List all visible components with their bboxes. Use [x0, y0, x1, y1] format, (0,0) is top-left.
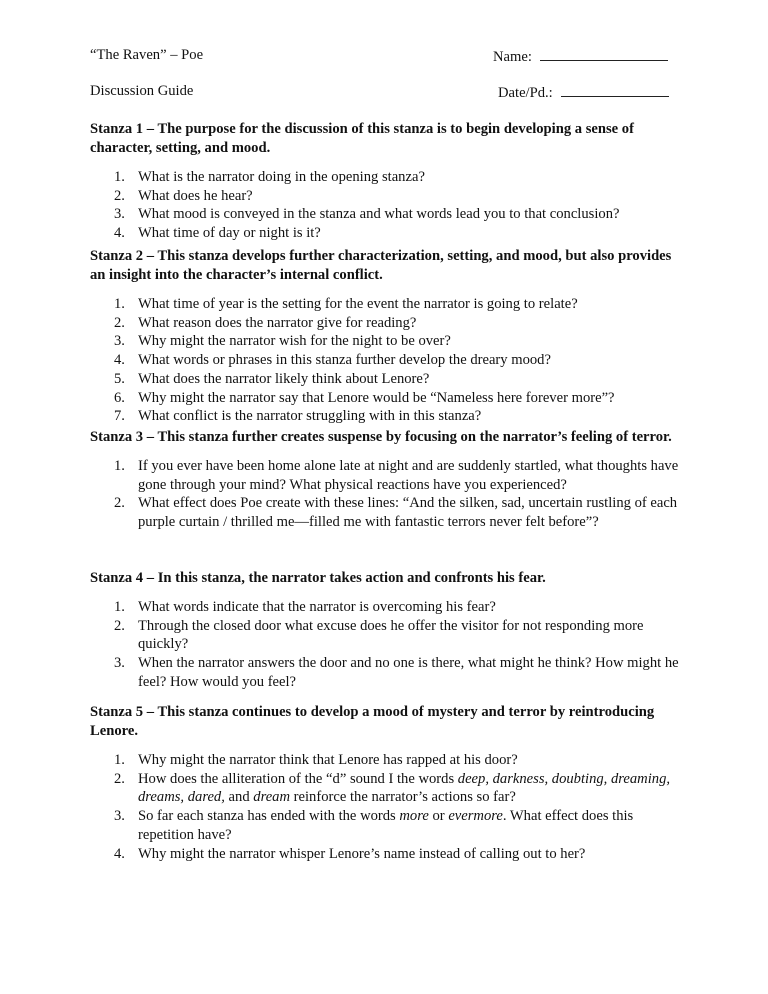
stanza-3-heading: Stanza 3 – This stanza further creates suspense by focusing on the narrator’s feeling of terror.: [90, 429, 672, 445]
question-item: [90, 617, 690, 654]
text-run: How does the alliteration of the “d” sound I the words: [138, 770, 458, 787]
stanza-1-questions: [90, 168, 690, 243]
stanza-1-heading: Stanza 1 – The purpose for the discussion of this stanza is to begin developing a sense of character, setting, and mood.: [90, 121, 634, 156]
question-text: When the narrator answers the door and no one is there, what might he think? How might he feel? How would you feel?: [138, 655, 679, 690]
question-number: 1.: [114, 458, 125, 474]
italic-run: deep, darkness, doubting, dreaming, dreams, dared,: [138, 770, 671, 806]
question-text: What words indicate that the narrator is overcoming his fear?: [138, 599, 496, 615]
question-text: Why might the narrator say that Lenore would be “Nameless here forever more”?: [138, 389, 615, 406]
question-text: [138, 771, 670, 806]
stanza-1-section: [90, 120, 690, 243]
date-label: Date/Pd.:: [498, 85, 553, 101]
document-title: “The Raven” – Poe: [90, 47, 204, 63]
question-item: [90, 370, 690, 389]
question-text: What time of day or night is it?: [138, 225, 321, 242]
question-text: Through the closed door what excuse does he offer the visitor for not responding more quickly?: [138, 617, 644, 653]
question-number: 7.: [114, 408, 125, 425]
question-item: [90, 654, 690, 691]
stanza-4-heading: Stanza 4 – In this stanza, the narrator takes action and confronts his fear.: [90, 570, 546, 586]
question-text: Why might the narrator think that Lenore has rapped at his door?: [138, 752, 518, 768]
text-run: . What effect does this repetition have?: [138, 808, 634, 843]
question-item: [90, 205, 690, 224]
question-number: 1.: [114, 599, 125, 615]
question-text: What conflict is the narrator struggling with in this stanza?: [138, 408, 482, 425]
question-item: [90, 295, 690, 314]
question-number: 2.: [114, 495, 125, 512]
italic-run: more: [399, 808, 429, 825]
question-item: [90, 807, 690, 844]
stanza-5-section: [90, 703, 690, 863]
question-text: What words or phrases in this stanza further develop the dreary mood?: [138, 352, 551, 369]
stanza-5-questions: [90, 751, 690, 863]
question-item: [90, 389, 690, 408]
question-item: [90, 168, 690, 187]
question-number: 4.: [114, 845, 125, 862]
question-text: What is the narrator doing in the opening stanza?: [138, 169, 425, 185]
question-number: 4.: [114, 352, 125, 369]
question-number: 3.: [114, 333, 125, 350]
document-subtitle: Discussion Guide: [90, 83, 194, 99]
date-blank-line[interactable]: [561, 82, 669, 97]
stanza-4-section: [90, 569, 690, 692]
question-text: What mood is conveyed in the stanza and what words lead you to that conclusion?: [138, 206, 620, 223]
question-item: [90, 845, 690, 864]
stanza-2-questions: [90, 295, 690, 426]
question-item: [90, 187, 690, 206]
name-field[interactable]: [493, 46, 668, 67]
question-item: [90, 224, 690, 243]
question-number: 1.: [114, 752, 125, 768]
question-text: Why might the narrator wish for the night to be over?: [138, 333, 451, 350]
question-number: 2.: [114, 617, 125, 634]
date-field[interactable]: [498, 82, 669, 103]
stanza-2-heading: Stanza 2 – This stanza develops further characterization, setting, and mood, but also provides an insight into the character’s internal conflict.: [90, 248, 672, 283]
question-number: 3.: [114, 655, 125, 672]
italic-run: evermore: [448, 808, 503, 825]
question-number: 4.: [114, 225, 125, 242]
stanza-3-questions: [90, 457, 690, 532]
question-item: [90, 494, 690, 531]
question-number: 1.: [114, 169, 125, 185]
text-run: reinforce the narrator’s actions so far?: [290, 789, 516, 806]
question-text: What effect does Poe create with these lines: “And the silken, sad, uncertain rustling of each purple curtain / thrilled me—filled me with fantastic terrors never felt before”?: [138, 495, 678, 531]
question-number: 5.: [114, 370, 125, 387]
question-item: [90, 351, 690, 370]
question-text: If you ever have been home alone late at night and are suddenly startled, what thoughts have gone through your mind? What physical reactions have you experienced?: [138, 458, 679, 493]
stanza-2-section: [90, 247, 690, 426]
question-item: [90, 457, 690, 494]
stanza-4-questions: [90, 598, 690, 692]
question-number: 1.: [114, 296, 125, 312]
question-text: [138, 808, 633, 843]
text-run: So far each stanza has ended with the words: [138, 808, 400, 825]
text-run: and: [224, 789, 254, 806]
name-blank-line[interactable]: [540, 46, 668, 61]
italic-run: dream: [253, 789, 291, 806]
header-row-1: [90, 46, 682, 66]
question-text: What reason does the narrator give for reading?: [138, 314, 417, 331]
stanza-3-section: [90, 428, 690, 532]
question-item: [90, 407, 690, 426]
name-label: Name:: [493, 49, 532, 65]
question-number: 3.: [114, 808, 125, 825]
question-item: [90, 770, 690, 807]
question-item: [90, 751, 690, 770]
question-number: 6.: [114, 389, 125, 406]
question-number: 2.: [114, 770, 125, 787]
header-row-2: [90, 82, 682, 102]
question-number: 3.: [114, 206, 125, 223]
question-number: 2.: [114, 314, 125, 331]
text-run: or: [428, 808, 449, 825]
question-text: What does he hear?: [138, 187, 253, 204]
stanza-5-heading: Stanza 5 – This stanza continues to develop a mood of mystery and terror by reintroducing Lenore.: [90, 704, 655, 739]
question-text: Why might the narrator whisper Lenore’s name instead of calling out to her?: [138, 845, 586, 862]
question-text: What does the narrator likely think about Lenore?: [138, 370, 430, 387]
question-item: [90, 332, 690, 351]
question-number: 2.: [114, 187, 125, 204]
question-text: What time of year is the setting for the event the narrator is going to relate?: [138, 296, 578, 312]
question-item: [90, 314, 690, 333]
question-item: [90, 598, 690, 617]
